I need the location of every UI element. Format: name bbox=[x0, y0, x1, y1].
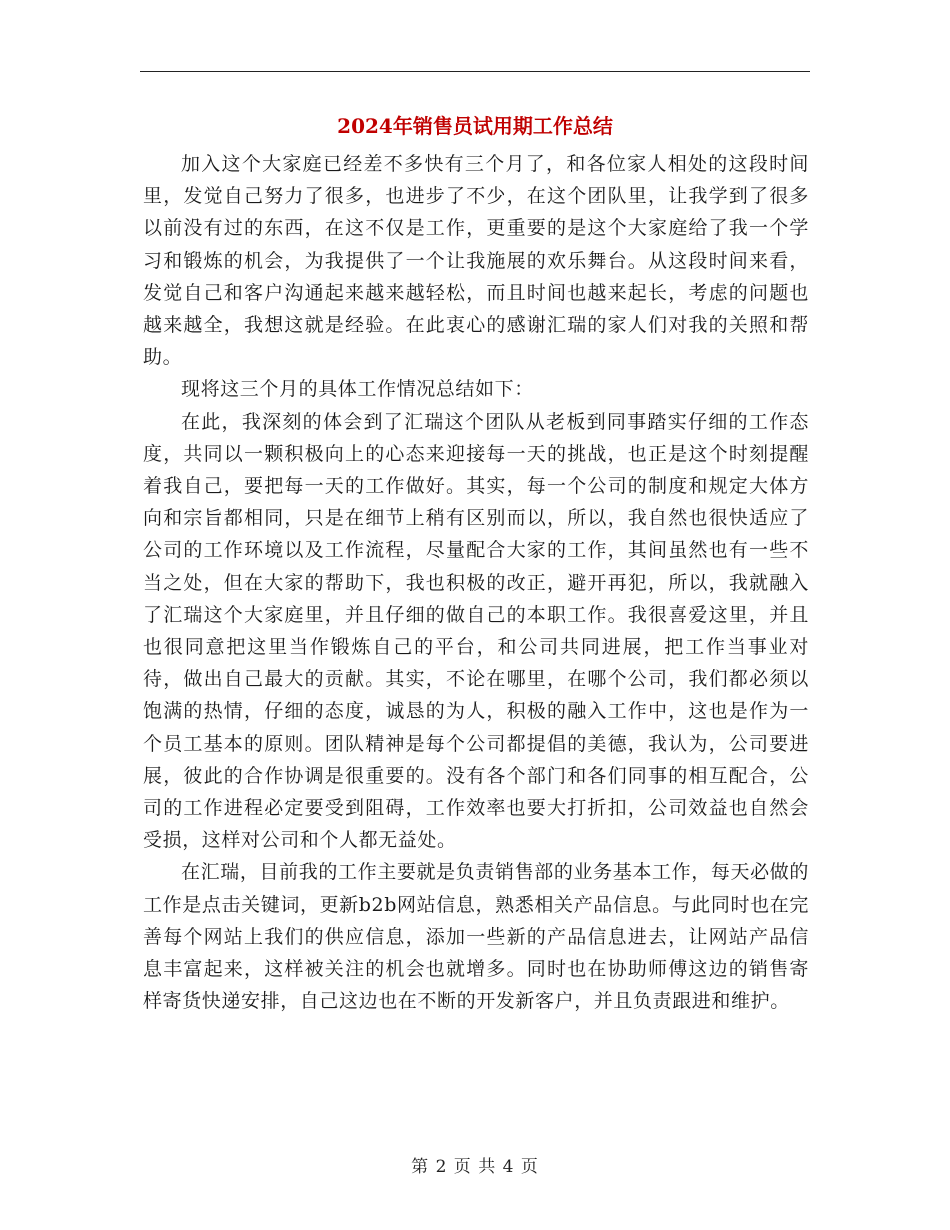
document-body bbox=[143, 148, 809, 1017]
paragraph-summary-lead: 现将这三个月的具体工作情况总结如下： bbox=[181, 378, 534, 401]
page-number-footer: 第 2 页 共 4 页 bbox=[411, 1157, 539, 1177]
header-rule bbox=[140, 71, 810, 72]
paragraph-intro: 加入这个大家庭已经差不多快有三个月了，和各位家人相处的这段时间里，发觉自己努力了很多，也进步了不少，在这个团队里，让我学到了很多以前没有过的东西，在这不仅是工作，更重要的是这个大家庭给了我一个学习和锻炼的机会，为我提供了一个让我施展的欢乐舞台。从这段时间来看，发觉自己和客户沟通起来越来越轻松，而且时间也越来起长，考虑的问题也越来越全，我想这就是经验。在此衷心的感谢汇瑞的家人们对我的关照和帮助。 bbox=[143, 153, 809, 369]
paragraph-job-duties: 在汇瑞，目前我的工作主要就是负责销售部的业务基本工作，每天必做的工作是点击关键词，更新b2b网站信息，熟悉相关产品信息。与此同时也在完善每个网站上我们的供应信息，添加一些新的产品信息进去，让网站产品信息丰富起来，这样被关注的机会也就增多。同时也在协助师傅这边的销售寄样寄货快递安排，自己这边也在不断的开发新客户，并且负责跟进和维护。 bbox=[143, 861, 809, 1013]
paragraph-team-experience: 在此，我深刻的体会到了汇瑞这个团队从老板到同事踏实仔细的工作态度，共同以一颗积极向上的心态来迎接每一天的挑战，也正是这个时刻提醒着我自己，要把每一天的工作做好。其实，每一个公司的制度和规定大体方向和宗旨都相同，只是在细节上稍有区别而以，所以，我自然也很快适应了公司的工作环境以及工作流程，尽量配合大家的工作，其间虽然也有一些不当之处，但在大家的帮助下，我也积极的改正，避开再犯，所以，我就融入了汇瑞这个大家庭里，并且仔细的做自己的本职工作。我很喜爱这里，并且也很同意把这里当作锻炼自己的平台，和公司共同进展，把工作当事业对待，做出自己最大的贡献。其实，不论在哪里，在哪个公司，我们都必须以饱满的热情，仔细的态度，诚恳的为人，积极的融入工作中，这也是作为一个员工基本的原则。团队精神是每个公司都提倡的美德，我认为，公司要进展，彼此的合作协调是很重要的。没有各个部门和各们同事的相互配合，公司的工作进程必定要受到阻碍，工作效率也要大打折扣，公司效益也自然会受损，这样对公司和个人都无益处。 bbox=[143, 410, 809, 852]
document-title: 2024年销售员试用期工作总结 bbox=[337, 114, 613, 138]
